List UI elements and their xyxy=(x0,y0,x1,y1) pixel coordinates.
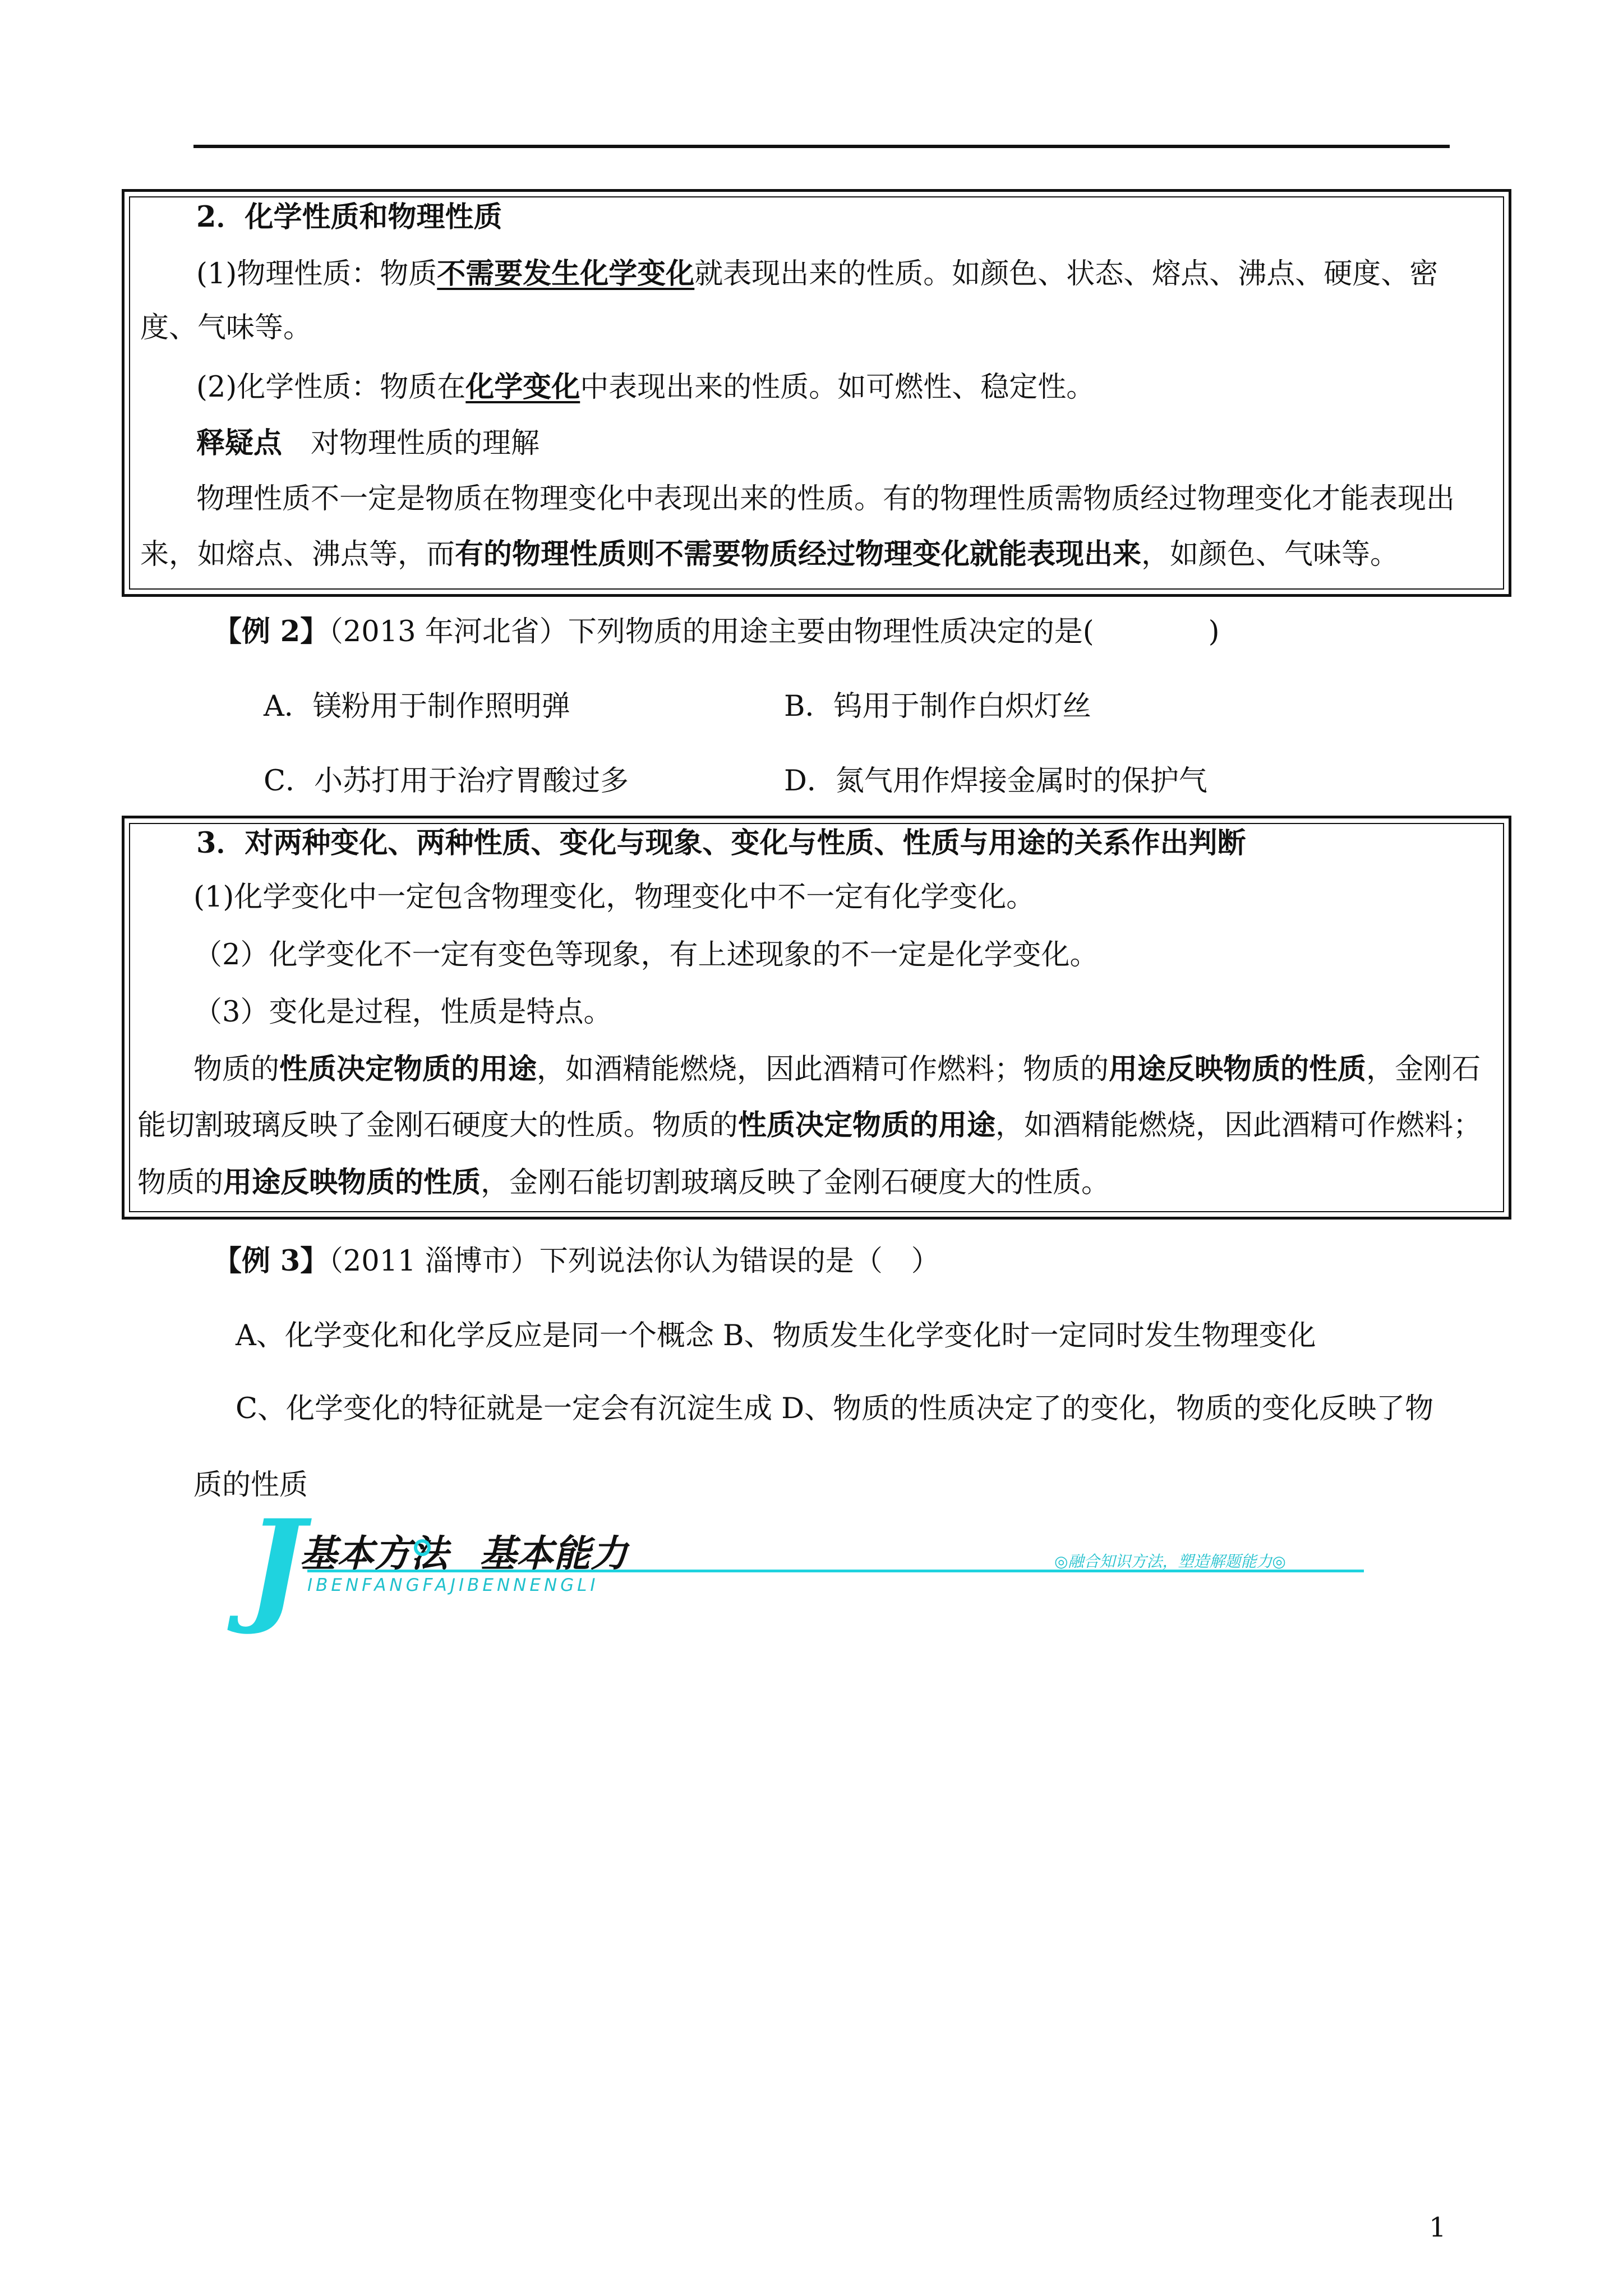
example2-stem: 【例 2】（2013 年河北省）下列物质的用途主要由物理性质决定的是( ) xyxy=(213,615,1220,648)
page-number: 1 xyxy=(1429,2212,1446,2243)
example2-option-b: B．钨用于制作白炽灯丝 xyxy=(784,690,1091,723)
example3-line3: 质的性质 xyxy=(193,1469,308,1502)
example2-option-d: D．氮气用作焊接金属时的保护气 xyxy=(784,765,1207,798)
section3-line1: 物质的性质决定物质的用途，如酒精能燃烧，因此酒精可作燃料；物质的用途反映物质的性质，金刚石 xyxy=(193,1052,1481,1086)
banner-dot-icon xyxy=(414,1539,431,1556)
example2-option-c: C．小苏打用于治疗胃酸过多 xyxy=(264,765,629,798)
example3-line2: C、化学变化的特征就是一定会有沉淀生成 D、物质的性质决定了的变化，物质的变化反映了物 xyxy=(236,1392,1434,1425)
banner-slogan: ◎融合知识方法，塑造解题能力◎ xyxy=(1054,1552,1286,1571)
example3-line1: A、化学变化和化学反应是同一个概念 B、物质发生化学变化时一定同时发生物理变化 xyxy=(236,1319,1316,1352)
section2-p1-cont: 度、气味等。 xyxy=(140,311,312,344)
example3-stem: 【例 3】（2011 淄博市）下列说法你认为错误的是（ ） xyxy=(213,1244,940,1278)
section3-p2: （2）化学变化不一定有变色等现象，有上述现象的不一定是化学变化。 xyxy=(193,938,1099,972)
banner-letter-logo: J xyxy=(247,1492,306,1637)
section2-heading: 2．化学性质和物理性质 xyxy=(196,200,502,234)
section3-line3: 物质的用途反映物质的性质，金刚石能切割玻璃反映了金刚石硬度大的性质。 xyxy=(137,1166,1110,1199)
banner-title: 基本方法 基本能力 xyxy=(300,1532,628,1575)
section3-heading: 3．对两种变化、两种性质、变化与现象、变化与性质、性质与用途的关系作出判断 xyxy=(196,826,1246,860)
section2-p2: (2)化学性质：物质在化学变化中表现出来的性质。如可燃性、稳定性。 xyxy=(196,370,1095,404)
header-rule xyxy=(193,145,1450,148)
section2-p1: (1)物理性质：物质不需要发生化学变化就表现出来的性质。如颜色、状态、熔点、沸点、硬度、密 xyxy=(196,257,1438,291)
section3-line2: 能切割玻璃反映了金刚石硬度大的性质。物质的性质决定物质的用途，如酒精能燃烧，因此酒精可作燃料； xyxy=(137,1108,1482,1142)
section3-p1: (1)化学变化中一定包含物理变化，物理变化中不一定有化学变化。 xyxy=(193,881,1035,914)
section3-p3: （3）变化是过程，性质是特点。 xyxy=(193,996,612,1029)
note-line2: 来，如熔点、沸点等，而有的物理性质则不需要物质经过物理变化就能表现出来，如颜色、气味等。 xyxy=(140,537,1399,571)
note-heading: 释疑点 对物理性质的理解 xyxy=(196,426,540,460)
example2-option-a: A．镁粉用于制作照明弹 xyxy=(264,690,570,723)
banner-pinyin: IBENFANGFAJIBENNENGLI xyxy=(307,1575,599,1595)
note-line1: 物理性质不一定是物质在物理变化中表现出来的性质。有的物理性质需物质经过物理变化才能表现出 xyxy=(196,482,1455,516)
